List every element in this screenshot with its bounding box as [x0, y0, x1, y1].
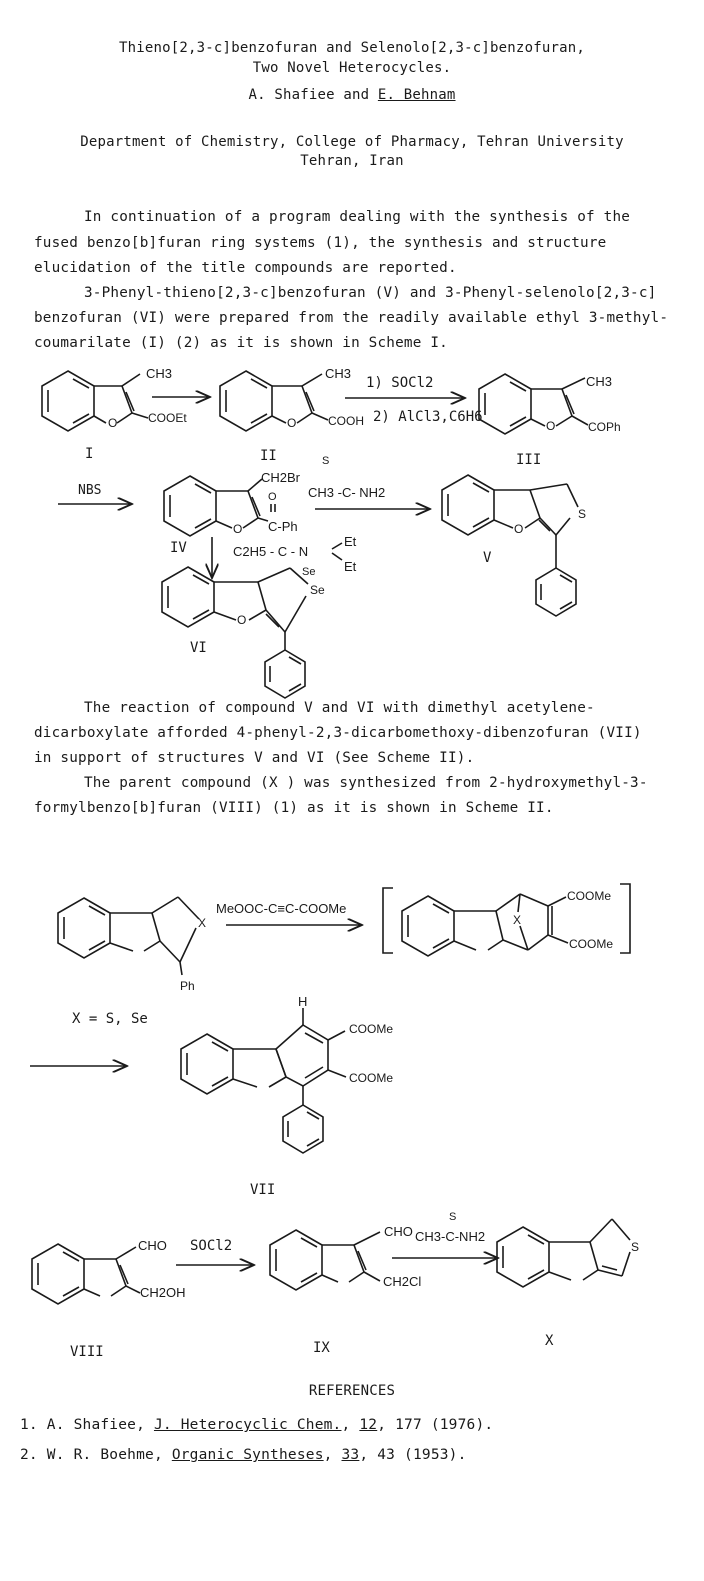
nbs-label: NBS — [78, 483, 102, 498]
ref2-authors: 2. W. R. Boehme, — [20, 1447, 172, 1463]
ref2-sep: , — [323, 1447, 342, 1463]
para3-line1: The reaction of compound V and VI with dimethyl acetylene- — [84, 700, 595, 716]
o-atom-III: O — [546, 419, 556, 433]
thioacetamide-label: CH3 -C- NH2 — [308, 485, 386, 500]
para2-line3: coumarilate (I) (2) as it is shown in Scheme I. — [34, 335, 448, 351]
compound-IV — [164, 476, 275, 536]
compound-III — [479, 374, 588, 434]
para1-line1: In continuation of a program dealing with the synthesis of the — [84, 209, 631, 225]
author-2: E. Behnam — [377, 87, 456, 103]
para3-line2: dicarboxylate afforded 4-phenyl-2,3-dicarbomethoxy-dibenzofuran (VII) — [34, 725, 642, 741]
ref1-sep: , — [341, 1417, 360, 1433]
ref2-journal: Organic Syntheses — [171, 1447, 324, 1463]
title-line-2: Two Novel Heterocycles. — [252, 60, 452, 76]
title-line-1: Thieno[2,3-c]benzofuran and Selenolo[2,3-c]benzofuran, — [119, 40, 585, 56]
label-II: II — [260, 448, 277, 464]
coome-label-2: COOMe — [569, 937, 614, 951]
reagent-se-label: C2H5 - C - N — [233, 544, 309, 559]
label-IV: IV — [170, 540, 187, 556]
ref1-volume: 12 — [359, 1417, 378, 1433]
label-VI: VI — [190, 640, 207, 656]
compound-VIII — [32, 1244, 140, 1304]
compound-IX — [270, 1230, 380, 1290]
et-label-2: Et — [344, 559, 357, 574]
para2-line1: 3-Phenyl-thieno[2,3-c]benzofuran (V) and 3-Phenyl-selenolo[2,3-c] — [84, 285, 657, 301]
ch2br-label: CH2Br — [261, 470, 301, 485]
label-I: I — [85, 446, 94, 462]
ref1-journal: J. Heterocyclic Chem. — [153, 1417, 342, 1433]
references-heading: REFERENCES — [308, 1383, 396, 1399]
compound-I — [42, 371, 148, 431]
o-atom-IV: O — [233, 522, 243, 536]
thioamide-s: S — [322, 455, 330, 467]
reference-2 — [20, 1447, 467, 1463]
compound-V — [442, 475, 578, 616]
compound-VII — [181, 1008, 346, 1153]
affiliation-line-1: Department of Chemistry, College of Pharmacy, Tehran University — [80, 134, 624, 150]
coome-label-3: COOMe — [349, 1022, 394, 1036]
x-definition: X = S, Se — [72, 1011, 148, 1027]
thioacetamide-label-2: CH3-C-NH2 — [415, 1229, 486, 1244]
ch3-label-III: CH3 — [586, 374, 613, 389]
ph-label: Ph — [180, 979, 195, 993]
h-label: H — [298, 994, 308, 1009]
para4-line1: The parent compound (X ) was synthesized from 2-hydroxymethyl-3- — [84, 775, 648, 791]
thioamide-s-2: S — [449, 1211, 457, 1223]
label-III: III — [516, 452, 542, 468]
affiliation-line-2: Tehran, Iran — [300, 153, 404, 169]
ch3-label-I: CH3 — [146, 366, 173, 381]
o-atom-VI: O — [237, 613, 247, 627]
ref1-pages: , 177 (1976). — [377, 1417, 494, 1433]
carbonyl-o: O — [268, 491, 277, 503]
label-VIII: VIII — [70, 1344, 104, 1360]
para3-line3: in support of structures V and VI (See Scheme II). — [34, 750, 475, 766]
label-V: V — [483, 550, 492, 566]
s-atom-X: S — [631, 1240, 640, 1254]
x-atom-precursor: X — [198, 916, 207, 930]
o-atom-II: O — [287, 416, 297, 430]
ref2-volume: 33 — [341, 1447, 360, 1463]
ch2oh-label: CH2OH — [140, 1285, 186, 1300]
coome-label-4: COOMe — [349, 1071, 394, 1085]
dmad-label: MeOOC-C≡C-COOMe — [216, 901, 347, 916]
se-atom-VI: Se — [310, 583, 325, 597]
compound-II — [220, 371, 328, 431]
scheme2-precursor — [58, 897, 199, 975]
compound-VI — [162, 567, 308, 698]
se-label-reagent: Se — [302, 566, 316, 578]
label-VII: VII — [250, 1182, 276, 1198]
bridged-adduct — [402, 894, 568, 956]
cooet-label: COOEt — [148, 411, 187, 425]
reference-1 — [20, 1417, 493, 1433]
para1-line2: fused benzo[b]furan ring systems (1), the synthesis and structure — [34, 235, 607, 251]
cho-label-IX: CHO — [384, 1224, 413, 1239]
s-atom-V: S — [578, 507, 587, 521]
compound-X — [497, 1219, 630, 1287]
et-label-1: Et — [344, 534, 357, 549]
coome-label-1: COOMe — [567, 889, 612, 903]
x-bridge: X — [513, 913, 522, 927]
label-X: X — [545, 1333, 554, 1349]
o-atom-V: O — [514, 522, 524, 536]
cooh-label: COOH — [328, 414, 364, 428]
para2-line2: benzofuran (VI) were prepared from the readily available ethyl 3-methyl- — [34, 310, 669, 326]
socl2-label: SOCl2 — [190, 1238, 233, 1254]
c-ph-label: C-Ph — [268, 519, 298, 534]
coph-label: COPh — [588, 420, 621, 434]
ref2-pages: , 43 (1953). — [359, 1447, 467, 1463]
ch3-label-II: CH3 — [325, 366, 352, 381]
para4-line2: formylbenzo[b]furan (VIII) (1) as it is shown in Scheme II. — [34, 800, 554, 816]
ch2cl-label: CH2Cl — [383, 1274, 422, 1289]
cho-label-VIII: CHO — [138, 1238, 167, 1253]
label-IX: IX — [313, 1340, 330, 1356]
author-1: A. Shafiee and — [248, 87, 378, 103]
ref1-authors: 1. A. Shafiee, — [20, 1417, 154, 1433]
step-1-label: 1) SOCl2 — [366, 375, 434, 391]
para1-line3: elucidation of the title compounds are reported. — [34, 260, 457, 276]
step-2-label: 2) AlCl3,C6H6 — [373, 409, 483, 425]
o-atom-I: O — [108, 416, 118, 430]
